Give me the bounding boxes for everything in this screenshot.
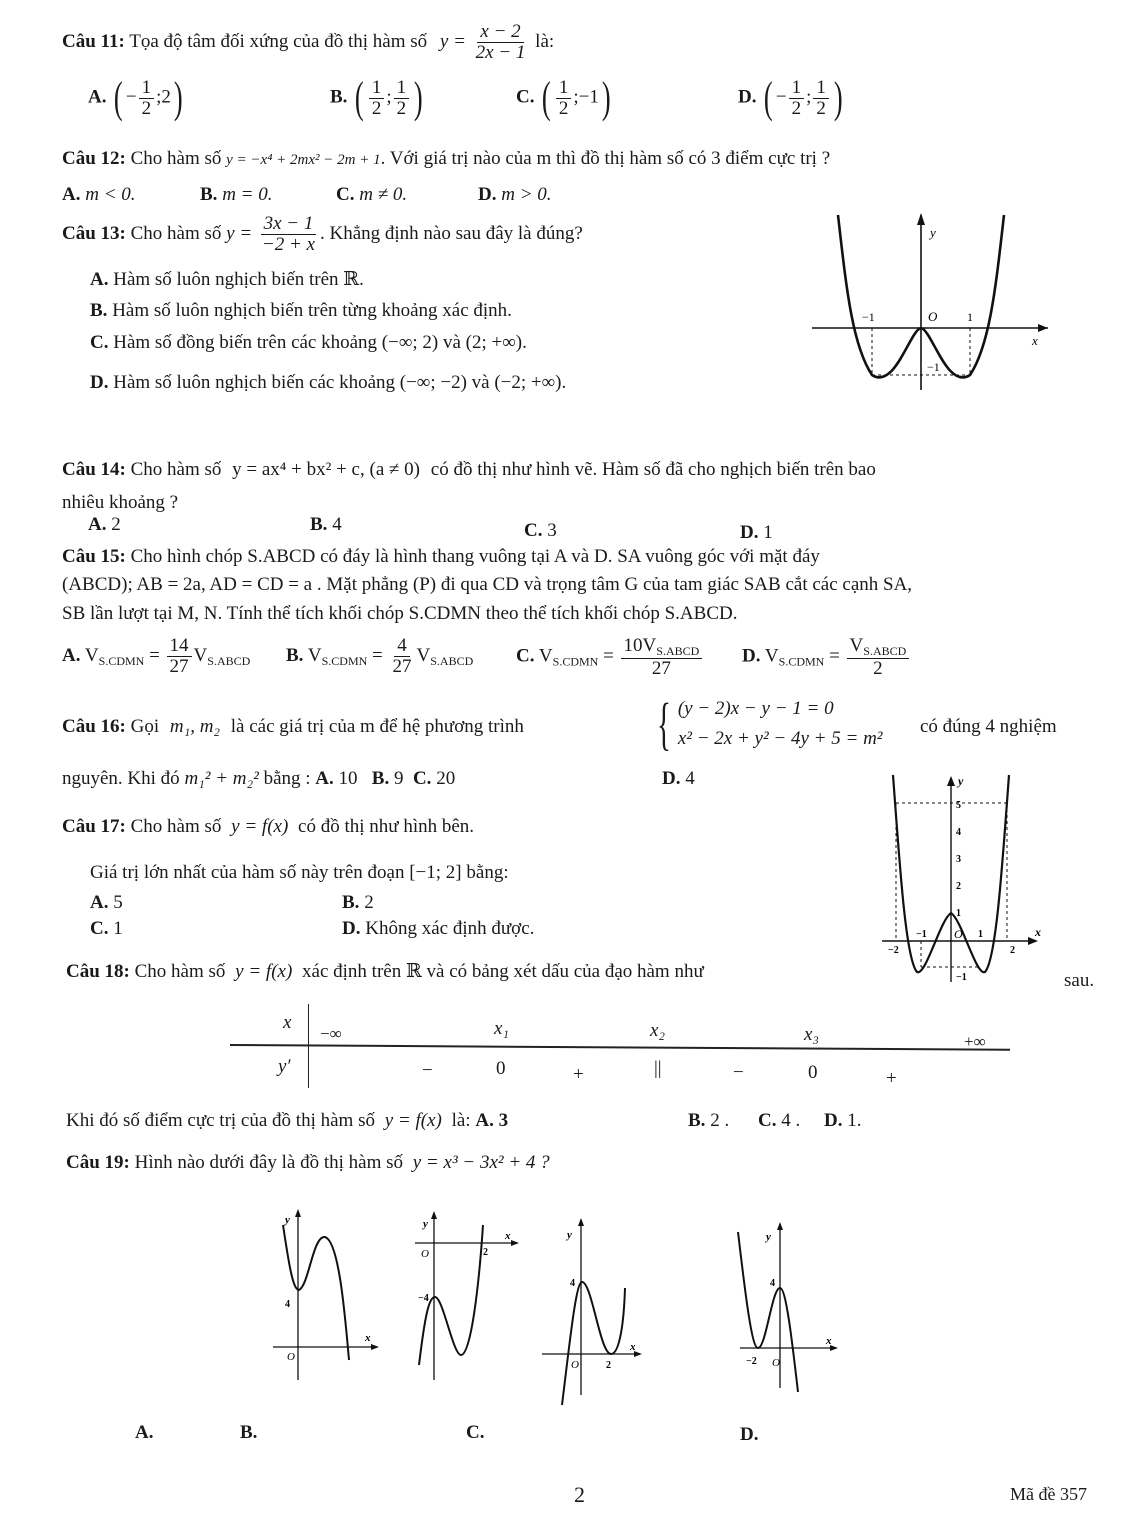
q13-text-b: . Khẳng định nào sau đây là đúng? xyxy=(320,222,583,244)
option-value: 1. xyxy=(847,1110,862,1131)
q19-stem xyxy=(66,1152,550,1174)
q16-eq2: x² − 2x + y² − 4y + 5 = m² xyxy=(677,728,883,750)
y-axis-arrow-icon xyxy=(947,776,955,786)
option-value: m ≠ 0. xyxy=(359,184,408,205)
option-fraction-2 xyxy=(394,78,410,119)
q18-text-end: sau. xyxy=(1064,970,1095,991)
origin-label: O xyxy=(772,1357,780,1369)
sep: ; xyxy=(386,86,392,108)
option-key: B. xyxy=(688,1110,706,1131)
q11-func-lhs: y = xyxy=(439,30,466,52)
table-sign: − xyxy=(733,1062,744,1083)
y-tick-label: 5 xyxy=(956,800,961,811)
x-tick-label: 2 xyxy=(1010,945,1015,956)
q12-option-a[interactable] xyxy=(62,184,136,206)
y-axis-arrow-icon xyxy=(777,1222,783,1230)
option-value: 4 . xyxy=(781,1110,801,1131)
origin-label: O xyxy=(287,1351,295,1363)
option-value: −1 xyxy=(578,86,599,108)
q19-label: Câu 19: xyxy=(66,1152,130,1173)
q18-question xyxy=(66,1110,508,1132)
option-value: Không xác định được. xyxy=(365,918,535,939)
q15-line1 xyxy=(62,546,820,568)
q18-question-func: y = f(x) xyxy=(384,1110,442,1131)
q12-text-b: . Với giá trị nào của m thì đồ thị hàm số có 3 điểm cực trị ? xyxy=(380,148,831,169)
option-value: Hàm số đồng biến trên các khoảng (−∞; 2) và (2; +∞). xyxy=(113,332,527,353)
q17-option-a[interactable] xyxy=(90,892,123,914)
q17-text-b: có đồ thị như hình bên. xyxy=(298,816,475,837)
q18-question-a: Khi đó số điểm cực trị của đồ thị hàm số xyxy=(66,1110,375,1131)
y-label: y xyxy=(766,1231,771,1243)
option-key: C. xyxy=(90,332,109,353)
sep: ; xyxy=(156,86,162,108)
q14-option-a[interactable] xyxy=(88,514,121,536)
option-key: C. xyxy=(524,520,543,541)
q13-stem xyxy=(62,214,583,255)
q18-option-c[interactable] xyxy=(758,1110,800,1132)
table-x-value: −∞ xyxy=(320,1024,342,1043)
option-key: A. xyxy=(62,184,81,205)
y-tick-label: 4 xyxy=(956,827,961,838)
table-x-value: x₁ xyxy=(494,1018,510,1039)
option-key: A. xyxy=(62,644,81,666)
q17-line2: Giá trị lớn nhất của hàm số này trên đoạn [−1; 2] bằng: xyxy=(90,862,509,883)
q15-line2: (ABCD); AB = 2a, AD = CD = a . Mặt phẳng (P) đi qua CD và trọng tâm G của tam giác SAB cắt các cạnh SA, xyxy=(62,574,913,595)
q14-text-c: nhiêu khoảng ? xyxy=(62,492,179,513)
y-axis-arrow-icon xyxy=(578,1218,584,1226)
q11-func-fraction xyxy=(473,22,529,63)
option-key: D. xyxy=(738,86,757,108)
y-axis-arrow-icon xyxy=(917,213,925,225)
option-key: C. xyxy=(758,1110,777,1131)
option-key: A. xyxy=(315,768,334,789)
q17-option-b[interactable] xyxy=(342,892,374,914)
volume-symbol: V xyxy=(193,644,208,666)
num: 1 xyxy=(394,78,410,99)
q16-eq1: (y − 2)x − y − 1 = 0 xyxy=(677,698,834,719)
option-key: C. xyxy=(516,86,535,108)
option-value: 5 xyxy=(113,892,123,913)
q11-tail: là: xyxy=(535,30,555,52)
q15-option-d[interactable]: D. $V_{S.CDMN}$ = $\frac{V_{S.ABCD}}{2}$ xyxy=(742,636,911,679)
subscript: S.CDMN xyxy=(98,653,145,668)
option-value: Hàm số luôn nghịch biến các khoảng (−∞; −2) và (−2; +∞). xyxy=(113,372,567,393)
subscript: S.ABCD xyxy=(656,644,700,658)
q19-text: Hình nào dưới đây là đồ thị hàm số xyxy=(134,1152,403,1173)
q16-stem-a xyxy=(62,716,524,738)
x-axis-arrow-icon xyxy=(1038,324,1048,332)
option-fraction xyxy=(621,636,703,679)
option-sign: − xyxy=(775,86,787,108)
option-key: A. xyxy=(475,1110,494,1131)
q15-label: Câu 15: xyxy=(62,546,126,567)
q12-option-d[interactable] xyxy=(478,184,552,206)
y-label: y xyxy=(930,225,936,240)
q15-option-b[interactable]: B. $V_{S.CDMN}$ = $\frac{4}{27}$ $V_{S.ABCD}$ xyxy=(286,635,474,677)
q11-label: Câu 11: xyxy=(62,30,125,52)
q13-option-a[interactable] xyxy=(90,268,364,291)
option-fraction xyxy=(369,78,385,119)
brace-icon: { xyxy=(656,691,671,757)
q11-option-d[interactable] xyxy=(738,73,846,122)
q14-text-b: có đồ thị như hình vẽ. Hàm số đã cho nghịch biến trên bao xyxy=(430,459,876,480)
q11-func-numerator: x − 2 xyxy=(477,22,523,43)
option-key: D. xyxy=(824,1110,843,1131)
volume-symbol: V xyxy=(84,644,99,666)
table-x-value: x₃ xyxy=(804,1024,820,1045)
q11-func-denominator: 2x − 1 xyxy=(475,41,526,63)
cubic-curve xyxy=(738,1232,798,1392)
q18-option-b[interactable] xyxy=(688,1110,729,1132)
den: 27 xyxy=(651,657,671,679)
q13-func-fraction xyxy=(259,214,318,255)
subscript: S.ABCD xyxy=(430,653,474,668)
num: 1 xyxy=(556,78,572,99)
option-key: A. xyxy=(88,86,107,108)
x-label: x xyxy=(505,1230,511,1242)
q12-stem xyxy=(62,148,830,170)
q13-option-d[interactable] xyxy=(90,372,566,394)
option-value: Hàm số luôn nghịch biến trên từng khoảng xác định. xyxy=(112,300,512,321)
num xyxy=(847,636,910,659)
num: 4 xyxy=(394,636,410,657)
q18-label: Câu 18: xyxy=(66,961,130,982)
table-sign: − xyxy=(422,1060,433,1081)
option-key: B. xyxy=(342,892,360,913)
option-key: D. xyxy=(662,768,681,789)
num xyxy=(621,636,703,659)
y-label: y xyxy=(958,774,964,788)
q16-option-a[interactable] xyxy=(315,768,357,789)
option-key: C. xyxy=(412,768,432,789)
option-value: 2 . xyxy=(710,1110,730,1131)
q11-option-c[interactable] xyxy=(516,73,614,122)
y-label: y xyxy=(423,1218,428,1230)
option-key: B. xyxy=(310,514,328,535)
volume-symbol: V xyxy=(538,645,553,667)
y-label: y xyxy=(285,1214,290,1226)
x-axis-arrow-icon xyxy=(511,1240,519,1246)
tick-label: 2 xyxy=(606,1360,611,1371)
table-vertical-rule xyxy=(308,1004,309,1088)
q19-option-a[interactable]: A. xyxy=(135,1422,154,1443)
q14-option-d[interactable] xyxy=(740,522,773,544)
q15-option-c[interactable]: C. $V_{S.CDMN}$ = $\frac{10V_{S.ABCD}}{27}$ xyxy=(516,636,704,679)
q16-line2 xyxy=(62,768,455,790)
y-axis-arrow-icon xyxy=(431,1211,437,1219)
q11-stem xyxy=(62,22,554,63)
cubic-curve xyxy=(562,1282,625,1405)
table-horizontal-rule xyxy=(230,1044,1010,1050)
tick-label: 4 xyxy=(285,1299,290,1310)
paren-right: ) xyxy=(601,73,611,122)
q14-label: Câu 14: xyxy=(62,459,126,480)
x-tick-label: −2 xyxy=(888,945,899,956)
option-value: 2 xyxy=(364,892,374,913)
paren-left: ( xyxy=(114,73,123,122)
tick-label: 4 xyxy=(770,1278,775,1289)
q11-option-b[interactable] xyxy=(330,73,426,122)
table-row-head-x: x xyxy=(283,1012,292,1033)
q15-line3: SB lần lượt tại M, N. Tính thể tích khối chóp S.CDMN theo thể tích khối chóp S.ABCD. xyxy=(62,603,738,624)
table-sign: 0 xyxy=(808,1062,818,1083)
table-row-head-yprime: y′ xyxy=(278,1056,291,1077)
q18-text-b: xác định trên ℝ và có bảng xét dấu của đạo hàm như xyxy=(302,961,704,982)
q15-text: Cho hình chóp S.ABCD có đáy là hình thang vuông tại A và D. SA vuông góc với mặt đáy xyxy=(130,546,820,567)
option-value: 2 xyxy=(161,86,171,108)
option-key: D. xyxy=(740,522,759,543)
option-fraction xyxy=(139,78,155,119)
q13-func-denominator: −2 + x xyxy=(261,233,315,255)
x-tick-label: −1 xyxy=(916,929,927,940)
q16-option-b[interactable] xyxy=(372,768,404,789)
origin-label: O xyxy=(928,309,938,324)
volume-symbol: V xyxy=(764,645,779,667)
q19-graph-c xyxy=(538,1210,648,1410)
option-fraction xyxy=(390,636,415,677)
option-key: B. xyxy=(286,644,304,666)
option-key: C. xyxy=(516,645,535,667)
table-sign: + xyxy=(573,1064,584,1085)
y-axis-arrow-icon xyxy=(295,1209,301,1217)
option-value: 20 xyxy=(436,768,456,789)
q12-option-b[interactable] xyxy=(200,184,272,206)
paren-right: ) xyxy=(833,73,843,122)
option-sign: − xyxy=(125,86,137,108)
tick-label: −4 xyxy=(418,1293,429,1304)
y-tick-label: −1 xyxy=(956,972,967,983)
tick-label: −1 xyxy=(862,310,875,324)
x-label: x xyxy=(1032,333,1038,348)
q18-stem xyxy=(66,960,704,983)
y-tick-label: 1 xyxy=(956,908,961,919)
tick-label: −1 xyxy=(927,360,940,374)
table-x-value: +∞ xyxy=(964,1032,986,1051)
option-value: 10 xyxy=(338,768,358,789)
table-x-value: x₂ xyxy=(650,1020,666,1041)
q11-text: Tọa độ tâm đối xứng của đồ thị hàm số xyxy=(129,30,428,52)
q12-func: y = −x⁴ + 2mx² − 2m + 1 xyxy=(226,152,381,168)
option-value: m > 0. xyxy=(501,184,552,205)
option-fraction xyxy=(556,78,572,119)
paren-right: ) xyxy=(173,73,183,122)
option-value: Hàm số luôn nghịch biến trên ℝ. xyxy=(113,269,364,290)
den: 2 xyxy=(396,97,407,119)
subscript: S.ABCD xyxy=(863,644,907,658)
table-sign: + xyxy=(886,1068,897,1089)
q15-option-a[interactable]: A. $V_{S.CDMN}$ = $\frac{14}{27}$ $V_{S.ABCD}$ xyxy=(62,635,251,677)
den: 27 xyxy=(392,655,412,677)
volume-symbol: V xyxy=(307,644,322,666)
option-key: D. xyxy=(742,645,761,667)
q12-label: Câu 12: xyxy=(62,148,126,169)
origin-label: O xyxy=(571,1359,579,1371)
option-key: B. xyxy=(371,768,390,789)
x-label: x xyxy=(630,1341,636,1353)
q19-option-d[interactable]: D. xyxy=(740,1424,759,1445)
q13-func-lhs: y = xyxy=(226,222,253,244)
num: 1 xyxy=(789,78,805,99)
q17-text-a: Cho hàm số xyxy=(130,816,222,837)
sep: ; xyxy=(573,86,579,108)
y-tick-label: 2 xyxy=(956,881,961,892)
option-value: 3 xyxy=(547,520,557,541)
option-value: 1 xyxy=(113,918,123,939)
option-value: m < 0. xyxy=(85,184,136,205)
num-text: 10V xyxy=(623,635,657,656)
option-key: C. xyxy=(90,918,109,939)
num: 1 xyxy=(813,78,829,99)
q19-option-b[interactable]: B. xyxy=(240,1422,258,1443)
y-label: y xyxy=(567,1229,572,1241)
q16-line2-a: nguyên. Khi đó xyxy=(62,768,180,789)
q17-stem xyxy=(62,816,474,838)
x-axis-arrow-icon xyxy=(371,1344,379,1350)
table-sign: || xyxy=(654,1058,662,1079)
paren-left: ( xyxy=(355,73,364,122)
q16-text-b: là các giá trị của m để hệ phương trình xyxy=(230,716,524,737)
paren-left: ( xyxy=(542,73,551,122)
q19-graph-b xyxy=(415,1205,525,1385)
option-value: 2 xyxy=(111,514,121,535)
option-key: D. xyxy=(342,918,361,939)
q14-option-b[interactable] xyxy=(310,514,342,536)
q17-func: y = f(x) xyxy=(231,816,289,837)
q12-option-c[interactable] xyxy=(336,184,407,206)
q17-option-c[interactable] xyxy=(90,918,123,940)
tick-label: 4 xyxy=(570,1278,575,1289)
table-sign: 0 xyxy=(496,1058,506,1079)
subscript: S.CDMN xyxy=(778,654,825,669)
q18-text-a: Cho hàm số xyxy=(134,961,226,982)
option-fraction xyxy=(167,636,192,677)
origin-label: O xyxy=(954,927,963,941)
q13-text-a: Cho hàm số xyxy=(130,222,222,244)
option-key: D. xyxy=(90,372,109,393)
q16-line2-b: bằng : xyxy=(263,768,311,789)
q18-option-d[interactable] xyxy=(824,1110,861,1132)
option-value: m = 0. xyxy=(222,184,273,205)
tick-label: −2 xyxy=(746,1356,757,1367)
option-fraction xyxy=(789,78,805,119)
option-key: B. xyxy=(200,184,218,205)
q12-text-a: Cho hàm số xyxy=(130,148,222,169)
option-value: 3 xyxy=(498,1110,509,1131)
q18-option-a[interactable] xyxy=(475,1110,508,1131)
q19-graph-d xyxy=(728,1220,848,1400)
q16-text-a: Gọi xyxy=(130,716,160,737)
option-fraction-2 xyxy=(813,78,829,119)
x-label: x xyxy=(365,1332,371,1344)
den: 2 xyxy=(873,657,883,679)
den: 27 xyxy=(169,655,189,677)
cubic-curve xyxy=(283,1225,349,1360)
q19-graph-a xyxy=(265,1205,385,1385)
option-key: B. xyxy=(90,300,108,321)
q17-graph xyxy=(860,770,1060,990)
option-key: A. xyxy=(90,892,109,913)
den: 2 xyxy=(371,97,382,119)
q19-func: y = x³ − 3x² + 4 ? xyxy=(412,1152,550,1173)
subscript: S.CDMN xyxy=(321,653,368,668)
tick-label: 1 xyxy=(967,310,973,324)
option-value: 1 xyxy=(763,522,773,543)
den: 2 xyxy=(558,97,569,119)
q17-option-d[interactable] xyxy=(342,918,534,940)
origin-label: O xyxy=(421,1248,429,1260)
q16-text-c: có đúng 4 nghiệm xyxy=(920,716,1057,737)
num: 1 xyxy=(139,78,155,99)
paren-left: ( xyxy=(764,73,773,122)
sep: ; xyxy=(806,86,812,108)
exam-code: Mã đề 357 xyxy=(1010,1484,1087,1504)
option-value: 4 xyxy=(685,768,695,789)
q16-option-c[interactable] xyxy=(413,768,455,789)
option-fraction xyxy=(847,636,910,679)
option-key: D. xyxy=(478,184,497,205)
y-tick-label: 3 xyxy=(956,854,961,865)
subscript: S.CDMN xyxy=(552,654,599,669)
q13-option-c[interactable] xyxy=(90,332,527,354)
q13-label: Câu 13: xyxy=(62,222,126,244)
q13-func-numerator: 3x − 1 xyxy=(261,214,317,235)
num: 1 xyxy=(369,78,385,99)
q14-func: y = ax⁴ + bx² + c, (a ≠ 0) xyxy=(232,459,421,480)
option-key: A. xyxy=(88,514,107,535)
q17-label: Câu 17: xyxy=(62,816,126,837)
q18-func: y = f(x) xyxy=(235,961,293,982)
num-text: V xyxy=(849,635,864,656)
den: 2 xyxy=(141,97,152,119)
page-number: 2 xyxy=(574,1482,585,1507)
option-value: 4 xyxy=(332,514,342,535)
option-key: C. xyxy=(336,184,355,205)
q16-equations xyxy=(678,694,883,755)
q16-label: Câu 16: xyxy=(62,716,126,737)
x-tick-label: 1 xyxy=(978,929,983,940)
q18-question-b: là: xyxy=(451,1110,471,1131)
q16-option-d[interactable] xyxy=(662,768,695,790)
q11-option-a[interactable] xyxy=(88,73,186,122)
q16-vars: m₁, m₂ xyxy=(169,716,221,737)
paren-right: ) xyxy=(414,73,423,122)
q13-option-b[interactable] xyxy=(90,300,512,322)
option-key: B. xyxy=(330,86,348,108)
x-label: x xyxy=(1035,925,1041,939)
num: 14 xyxy=(167,636,192,657)
subscript: S.ABCD xyxy=(207,653,251,668)
q16-system xyxy=(650,691,883,757)
q14-text-a: Cho hàm số xyxy=(130,459,222,480)
q14-stem xyxy=(62,459,876,481)
x-label: x xyxy=(826,1335,832,1347)
q14-graph xyxy=(800,205,1060,395)
option-value: 9 xyxy=(393,768,404,789)
option-key: A. xyxy=(90,269,109,290)
volume-symbol: V xyxy=(416,644,431,666)
den: 2 xyxy=(791,97,802,119)
q19-option-c[interactable]: C. xyxy=(466,1422,485,1443)
tick-label: 2 xyxy=(483,1247,488,1258)
q14-option-c[interactable] xyxy=(524,520,557,542)
q16-expr: m₁² + m₂² xyxy=(184,768,259,789)
den: 2 xyxy=(816,97,826,119)
